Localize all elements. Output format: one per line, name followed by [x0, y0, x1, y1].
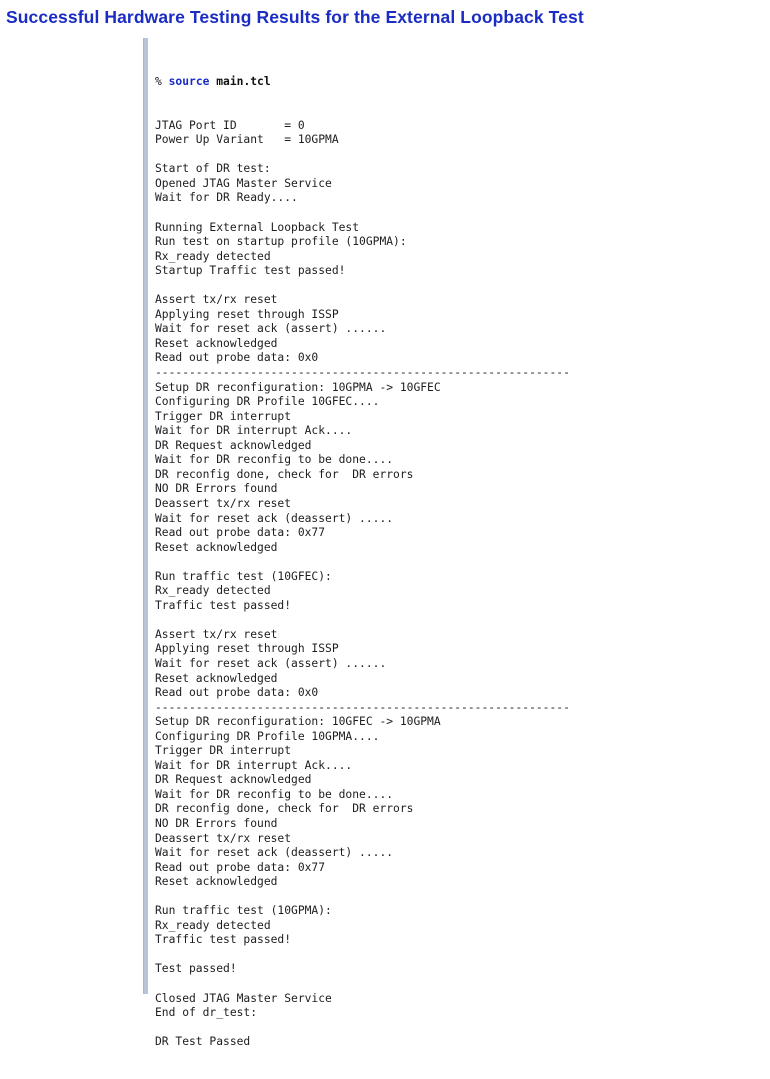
console-line: Setup DR reconfiguration: 10GPMA -> 10GFEC	[155, 380, 441, 394]
console-blank-line	[155, 977, 763, 992]
console-line: Traffic test passed!	[155, 933, 292, 947]
console-output-block	[143, 38, 763, 1049]
console-blank-line	[155, 890, 763, 905]
console-blank-line	[155, 1021, 763, 1036]
console-line: Applying reset through ISSP	[155, 642, 339, 656]
console-line: NO DR Errors found	[155, 482, 278, 496]
console-line: Wait for DR Ready....	[155, 191, 298, 205]
console-line: Wait for reset ack (deassert) .....	[155, 846, 394, 860]
console-line: Rx_ready detected	[155, 918, 271, 932]
page-title: Successful Hardware Testing Results for the External Loopback Test	[6, 7, 584, 27]
console-line: Startup Traffic test passed!	[155, 264, 346, 278]
console-line: Wait for reset ack (assert) ......	[155, 322, 387, 336]
console-line: Configuring DR Profile 10GFEC....	[155, 395, 380, 409]
console-line: DR Request acknowledged	[155, 438, 312, 452]
console-command-line	[155, 75, 763, 90]
console-line: Read out probe data: 0x77	[155, 526, 326, 540]
console-blank-line	[155, 613, 763, 628]
console-line: Applying reset through ISSP	[155, 307, 339, 321]
console-line-list	[155, 119, 763, 1050]
console-line: Deassert tx/rx reset	[155, 496, 292, 510]
console-line: Wait for DR interrupt Ack....	[155, 424, 353, 438]
script-filename: main.tcl	[216, 75, 271, 89]
console-line: Run test on startup profile (10GPMA):	[155, 235, 407, 249]
console-line: NO DR Errors found	[155, 816, 278, 830]
console-line: Read out probe data: 0x0	[155, 686, 319, 700]
console-line: DR reconfig done, check for DR errors	[155, 467, 414, 481]
console-line: Reset acknowledged	[155, 875, 278, 889]
console-line: Start of DR test:	[155, 162, 271, 176]
console-text-area	[148, 38, 763, 1049]
console-line: DR reconfig done, check for DR errors	[155, 802, 414, 816]
console-line: Wait for reset ack (deassert) .....	[155, 511, 394, 525]
console-line: Setup DR reconfiguration: 10GFEC -> 10GPMA	[155, 715, 441, 729]
console-blank-line	[155, 555, 763, 570]
console-blank-line	[155, 279, 763, 294]
console-line: Test passed!	[155, 962, 237, 976]
console-line: Reset acknowledged	[155, 540, 278, 554]
console-line: Configuring DR Profile 10GPMA....	[155, 729, 380, 743]
console-line: Reset acknowledged	[155, 671, 278, 685]
console-line: Wait for DR interrupt Ack....	[155, 758, 353, 772]
console-line: Deassert tx/rx reset	[155, 831, 292, 845]
console-line: Run traffic test (10GPMA):	[155, 904, 332, 918]
console-line: Closed JTAG Master Service	[155, 991, 332, 1005]
console-line: Traffic test passed!	[155, 598, 292, 612]
console-line: DR Test Passed	[155, 1035, 251, 1049]
console-line: -------------------------------------------------------------	[155, 366, 570, 380]
console-line: Wait for DR reconfig to be done....	[155, 453, 394, 467]
prompt-symbol: %	[155, 75, 162, 89]
source-keyword: source	[168, 75, 210, 89]
console-line: Running External Loopback Test	[155, 220, 360, 234]
console-line: Run traffic test (10GFEC):	[155, 569, 332, 583]
console-blank-line	[155, 206, 763, 221]
console-line: Rx_ready detected	[155, 584, 271, 598]
console-line: Reset acknowledged	[155, 336, 278, 350]
console-line: Trigger DR interrupt	[155, 409, 292, 423]
console-line: DR Request acknowledged	[155, 773, 312, 787]
space-1	[162, 75, 169, 88]
console-line: JTAG Port ID = 0	[155, 118, 305, 132]
console-line: -------------------------------------------------------------	[155, 700, 570, 714]
console-line: Assert tx/rx reset	[155, 627, 278, 641]
console-line: Opened JTAG Master Service	[155, 176, 332, 190]
console-line: Read out probe data: 0x77	[155, 860, 326, 874]
console-blank-line	[155, 948, 763, 963]
console-line: Wait for DR reconfig to be done....	[155, 787, 394, 801]
console-line: Assert tx/rx reset	[155, 293, 278, 307]
console-line: Read out probe data: 0x0	[155, 351, 319, 365]
console-blank-line	[155, 148, 763, 163]
console-line: Trigger DR interrupt	[155, 744, 292, 758]
console-line: Power Up Variant = 10GPMA	[155, 133, 339, 147]
console-line: End of dr_test:	[155, 1006, 258, 1020]
console-line: Rx_ready detected	[155, 249, 271, 263]
console-line: Wait for reset ack (assert) ......	[155, 656, 387, 670]
